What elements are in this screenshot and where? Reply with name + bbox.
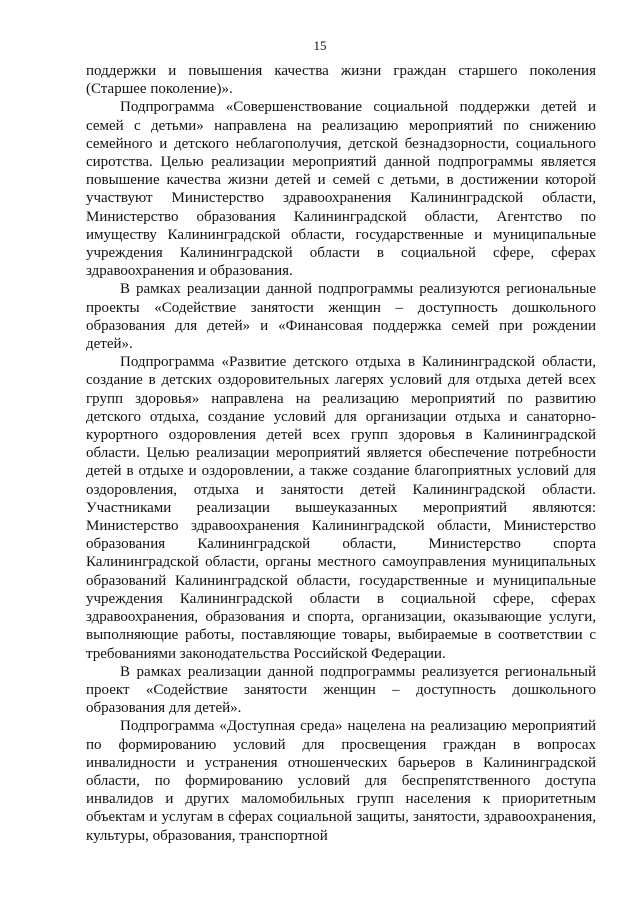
paragraph-continuation: поддержки и повышения качества жизни граждан старшего поколения (Старшее поколение)». [86, 63, 596, 98]
document-body [86, 62, 596, 845]
paragraph-subprogram-family-support: Подпрограмма «Совершенствование социальной поддержки детей и семей с детьми» направлена на реализацию мероприятий по снижению семейного и детского неблагополучия, детской безнадзорности, социального сиротства. Целью реализации мероприятий данной подпрограммы является повышение качества жизни детей и семей с детьми, в достижении которой участвуют Министерство здравоохранения Калининградской области, Министерство образования Калининградской области, Агентство по имуществу Калининградской области, государственные и муниципальные учреждения Калининградской области в социальной сфере, сферах здравоохранения и образования. [86, 99, 596, 280]
paragraph-regional-project-women-employment: В рамках реализации данной подпрограммы реализуется региональный проект «Содействие занятости женщин – доступность дошкольного образования для детей». [86, 663, 596, 717]
paragraph-regional-projects-family: В рамках реализации данной подпрограммы реализуются региональные проекты «Содействие занятости женщин – доступность дошкольного образования для детей» и «Финансовая поддержка семей при рождении детей». [86, 281, 596, 353]
page-number: 15 [313, 38, 327, 53]
paragraph-subprogram-child-recreation: Подпрограмма «Развитие детского отдыха в Калининградской области, создание в детских оздоровительных лагерях условий для отдыха детей всех групп здоровья» направлена на реализацию мероприятий по развитию детского отдыха, создание условий для организации отдыха и санаторно-курортного оздоровления детей всех групп здоровья в Калининградской области. Целью реализации мероприятий является обеспечение потребности детей в отдыхе и оздоровлении, а также создание благоприятных условий для оздоровления, отдыха и занятости детей Калининградской области. Участниками реализации вышеуказанных мероприятий являются: Министерство здравоохранения Калининградской области, Министерство образования Калининградской области, Министерство спорта Калининградской области, органы местного самоуправления муниципальных образований Калининградской области, государственные и муниципальные учреждения Калининградской области в социальной сфере, сферах здравоохранения, образования и спорта, организации, оказывающие услуги, выполняющие работы, поставляющие товары, выбираемые в соответствии с требованиями законодательства Российской Федерации. [86, 354, 596, 662]
paragraph-subprogram-accessible-environment: Подпрограмма «Доступная среда» нацелена на реализацию мероприятий по формированию условий для просвещения граждан в вопросах инвалидности и устранения отношенческих барьеров в Калининградской области, по формированию условий для беспрепятственного доступа инвалидов и других маломобильных групп населения к приоритетным объектам и услугам в сферах социальной защиты, занятости, здравоохранения, культуры, образования, транспортной [86, 718, 596, 844]
